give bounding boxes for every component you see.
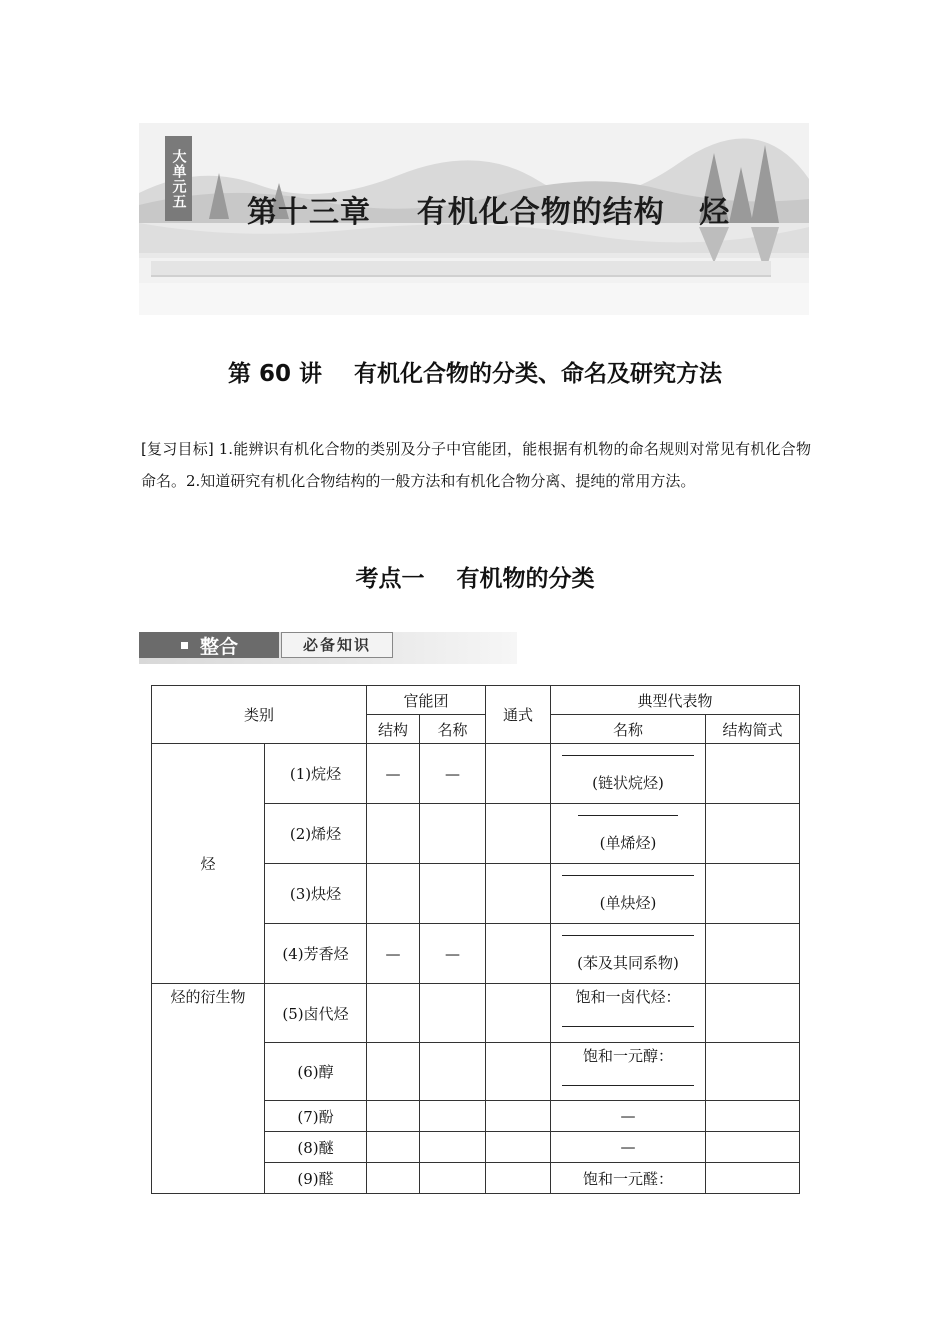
formula-cell[interactable] xyxy=(486,1163,551,1194)
typical-name-cell: — xyxy=(551,1132,706,1163)
name-cell[interactable] xyxy=(420,1132,486,1163)
row-label: (3)炔烃 xyxy=(265,864,367,924)
header-name: 名称 xyxy=(420,715,486,744)
typical-name-cell: 饱和一元醛： xyxy=(551,1163,706,1194)
name-cell[interactable] xyxy=(420,1043,486,1101)
answer-blank[interactable] xyxy=(562,754,694,756)
review-goals xyxy=(141,433,811,497)
group-hydrocarbon: 烃 xyxy=(152,744,265,984)
formula-cell[interactable] xyxy=(486,1132,551,1163)
dash-cell: — xyxy=(367,744,420,804)
goals-label: [复习目标] xyxy=(141,440,214,458)
typical-structure-cell[interactable] xyxy=(706,924,800,984)
structure-cell[interactable] xyxy=(367,1132,420,1163)
chapter-title: 第十三章 有机化合物的结构 烃 xyxy=(247,195,731,230)
row-label: (7)酚 xyxy=(265,1101,367,1132)
answer-blank[interactable] xyxy=(562,1025,694,1027)
header-general-formula: 通式 xyxy=(486,686,551,744)
dash-cell: — xyxy=(420,744,486,804)
header-structure: 结构 xyxy=(367,715,420,744)
typical-structure-cell[interactable] xyxy=(706,804,800,864)
answer-blank[interactable] xyxy=(562,1084,694,1086)
row-label: (5)卤代烃 xyxy=(265,984,367,1043)
unit-tag: 大单元五 xyxy=(165,136,192,221)
row-label: (8)醚 xyxy=(265,1132,367,1163)
chapter-banner xyxy=(139,123,809,315)
typical-structure-cell[interactable] xyxy=(706,984,800,1043)
row-label: (2)烯烃 xyxy=(265,804,367,864)
structure-cell[interactable] xyxy=(367,864,420,924)
typical-structure-cell[interactable] xyxy=(706,1043,800,1101)
header-typical-name: 名称 xyxy=(551,715,706,744)
typical-structure-cell[interactable] xyxy=(706,744,800,804)
typical-structure-cell[interactable] xyxy=(706,1132,800,1163)
formula-cell[interactable] xyxy=(486,804,551,864)
structure-cell[interactable] xyxy=(367,1101,420,1132)
formula-cell[interactable] xyxy=(486,1101,551,1132)
structure-cell[interactable] xyxy=(367,804,420,864)
formula-cell[interactable] xyxy=(486,1043,551,1101)
row-label: (9)醛 xyxy=(265,1163,367,1194)
typical-name-cell[interactable] xyxy=(551,744,706,804)
typical-note: (链状烷烃) xyxy=(592,774,664,792)
name-cell[interactable] xyxy=(420,1163,486,1194)
goals-text: 1.能辨识有机化合物的类别及分子中官能团，能根据有机物的命名规则对常见有机化合物命名。2.知道研究有机化合物结构的一般方法和有机化合物分离、提纯的常用方法。 xyxy=(141,440,811,490)
dash-cell: — xyxy=(367,924,420,984)
row-label: (6)醇 xyxy=(265,1043,367,1101)
name-cell[interactable] xyxy=(420,864,486,924)
typical-name-cell[interactable] xyxy=(551,984,706,1043)
group-derivative: 烃的衍生物 xyxy=(152,984,265,1194)
dash-cell: — xyxy=(420,924,486,984)
answer-blank[interactable] xyxy=(578,814,678,816)
lecture-title: 第 60 讲 有机化合物的分类、命名及研究方法 xyxy=(227,361,723,387)
name-cell[interactable] xyxy=(420,984,486,1043)
row-label: (4)芳香烃 xyxy=(265,924,367,984)
formula-cell[interactable] xyxy=(486,984,551,1043)
typical-structure-cell[interactable] xyxy=(706,1101,800,1132)
formula-cell[interactable] xyxy=(486,924,551,984)
typical-note: (单烯烃) xyxy=(599,834,657,852)
typical-name-cell: — xyxy=(551,1101,706,1132)
integrate-light-label: 必备知识 xyxy=(281,632,393,658)
integrate-dark-label xyxy=(139,632,279,658)
structure-cell[interactable] xyxy=(367,984,420,1043)
typical-structure-cell[interactable] xyxy=(706,864,800,924)
typical-name-cell[interactable] xyxy=(551,804,706,864)
typical-note: (单炔烃) xyxy=(599,894,657,912)
name-cell[interactable] xyxy=(420,804,486,864)
formula-cell[interactable] xyxy=(486,864,551,924)
typical-note: 饱和一卤代烃： xyxy=(575,988,681,1006)
answer-blank[interactable] xyxy=(562,874,694,876)
header-typical-structure: 结构简式 xyxy=(706,715,800,744)
section-title: 考点一 有机物的分类 xyxy=(355,566,595,592)
integrate-dark-text: 整合 xyxy=(200,635,239,658)
header-category: 类别 xyxy=(152,686,367,744)
integrate-header xyxy=(139,632,517,664)
name-cell[interactable] xyxy=(420,1101,486,1132)
typical-structure-cell[interactable] xyxy=(706,1163,800,1194)
row-label: (1)烷烃 xyxy=(265,744,367,804)
classification-table xyxy=(151,685,800,1194)
typical-name-cell[interactable] xyxy=(551,924,706,984)
square-bullet-icon xyxy=(181,642,188,649)
typical-note: (苯及其同系物) xyxy=(577,954,679,972)
typical-note: 饱和一元醇： xyxy=(583,1047,674,1065)
banner-bar xyxy=(151,261,771,277)
structure-cell[interactable] xyxy=(367,1043,420,1101)
structure-cell[interactable] xyxy=(367,1163,420,1194)
typical-name-cell[interactable] xyxy=(551,1043,706,1101)
answer-blank[interactable] xyxy=(562,934,694,936)
typical-name-cell[interactable] xyxy=(551,864,706,924)
header-typical: 典型代表物 xyxy=(551,686,800,715)
formula-cell[interactable] xyxy=(486,744,551,804)
header-functional-group: 官能团 xyxy=(367,686,486,715)
